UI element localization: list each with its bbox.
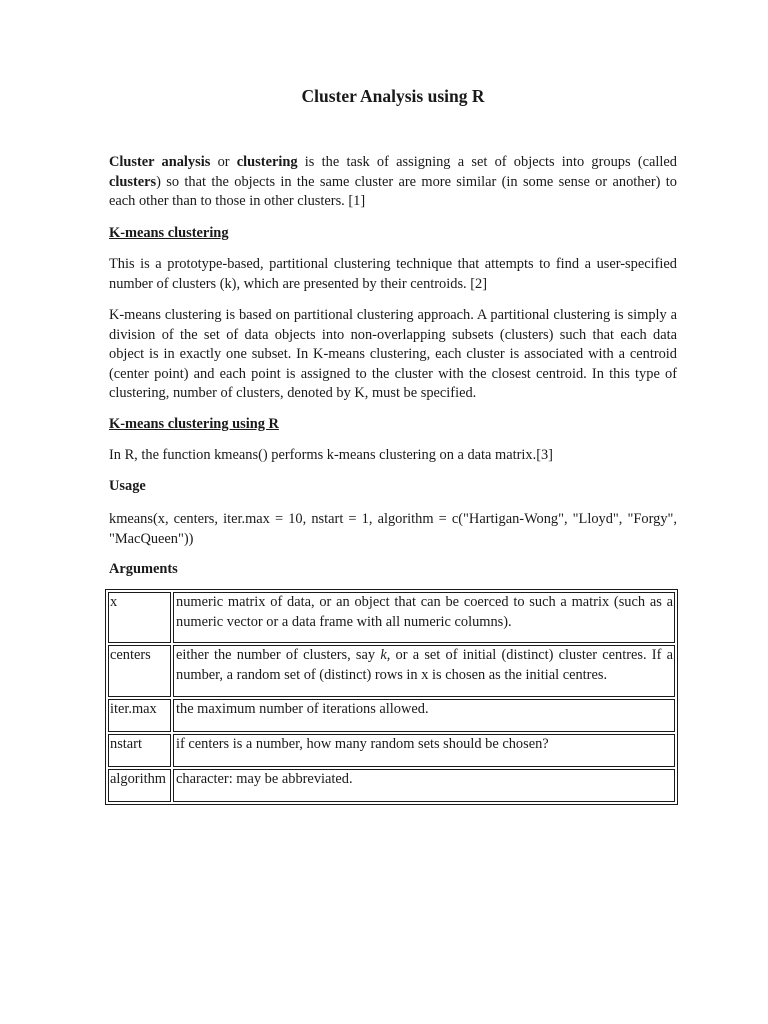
term-cluster-analysis: Cluster analysis <box>109 154 211 170</box>
intro-or: or <box>210 154 237 170</box>
argument-description-pre: either the number of clusters, say <box>176 647 381 663</box>
argument-name: x <box>108 592 171 643</box>
intro-paragraph <box>109 153 677 212</box>
table-row <box>108 592 675 643</box>
argument-name: algorithm <box>108 769 171 802</box>
argument-description-post: , or a set of initial (distinct) cluster centres. If a number, a random set of (distinct) rows in x is chosen as the initial centres. <box>176 647 673 683</box>
argument-description: the maximum number of iterations allowed. <box>173 699 675 732</box>
argument-name: centers <box>108 645 171 697</box>
argument-description: character: may be abbreviated. <box>173 769 675 802</box>
table-row <box>108 699 675 732</box>
table-row <box>108 769 675 802</box>
argument-description: if centers is a number, how many random sets should be chosen? <box>173 734 675 767</box>
intro-text-1: is the task of assigning a set of objects into groups (called <box>297 154 677 170</box>
argument-name: iter.max <box>108 699 171 732</box>
table-row <box>108 645 675 697</box>
argument-description-italic: k <box>380 647 387 663</box>
kmeans-r-paragraph: In R, the function kmeans() performs k-means clustering on a data matrix.[3] <box>109 447 553 463</box>
kmeans-heading: K-means clustering <box>109 225 229 241</box>
usage-code: kmeans(x, centers, iter.max = 10, nstart = 1, algorithm = c("Hartigan-Wong", "Lloyd", "Forgy", "MacQueen")) <box>109 511 677 547</box>
arguments-heading: Arguments <box>109 561 178 577</box>
term-clustering: clustering <box>236 154 298 170</box>
kmeans-paragraph-1: This is a prototype-based, partitional clustering technique that attempts to find a user-specified number of clusters (k), which are presented by their centroids. [2] <box>109 256 677 292</box>
argument-description <box>173 645 675 697</box>
document-title: Cluster Analysis using R <box>301 86 485 106</box>
table-row <box>108 734 675 767</box>
intro-text-2: ) so that the objects in the same cluster are more similar (in some sense or another) to each other than to those in other clusters. [1] <box>109 173 677 210</box>
argument-description: numeric matrix of data, or an object that can be coerced to such a matrix (such as a numeric vector or a data frame with all numeric columns). <box>173 592 675 643</box>
arguments-table <box>105 589 678 805</box>
term-clusters: clusters <box>109 173 157 190</box>
usage-heading: Usage <box>109 478 146 494</box>
kmeans-r-heading: K-means clustering using R <box>109 416 279 432</box>
argument-name: nstart <box>108 734 171 767</box>
kmeans-paragraph-2: K-means clustering is based on partitional clustering approach. A partitional clustering is simply a division of the set of data objects into non-overlapping subsets (clusters) such that each data object is in exactly one subset. In K-means clustering, each cluster is associated with a centroid (center point) and each point is assigned to the cluster with the closest centroid. In this type of clustering, number of clusters, denoted by K, must be specified. <box>109 307 677 402</box>
